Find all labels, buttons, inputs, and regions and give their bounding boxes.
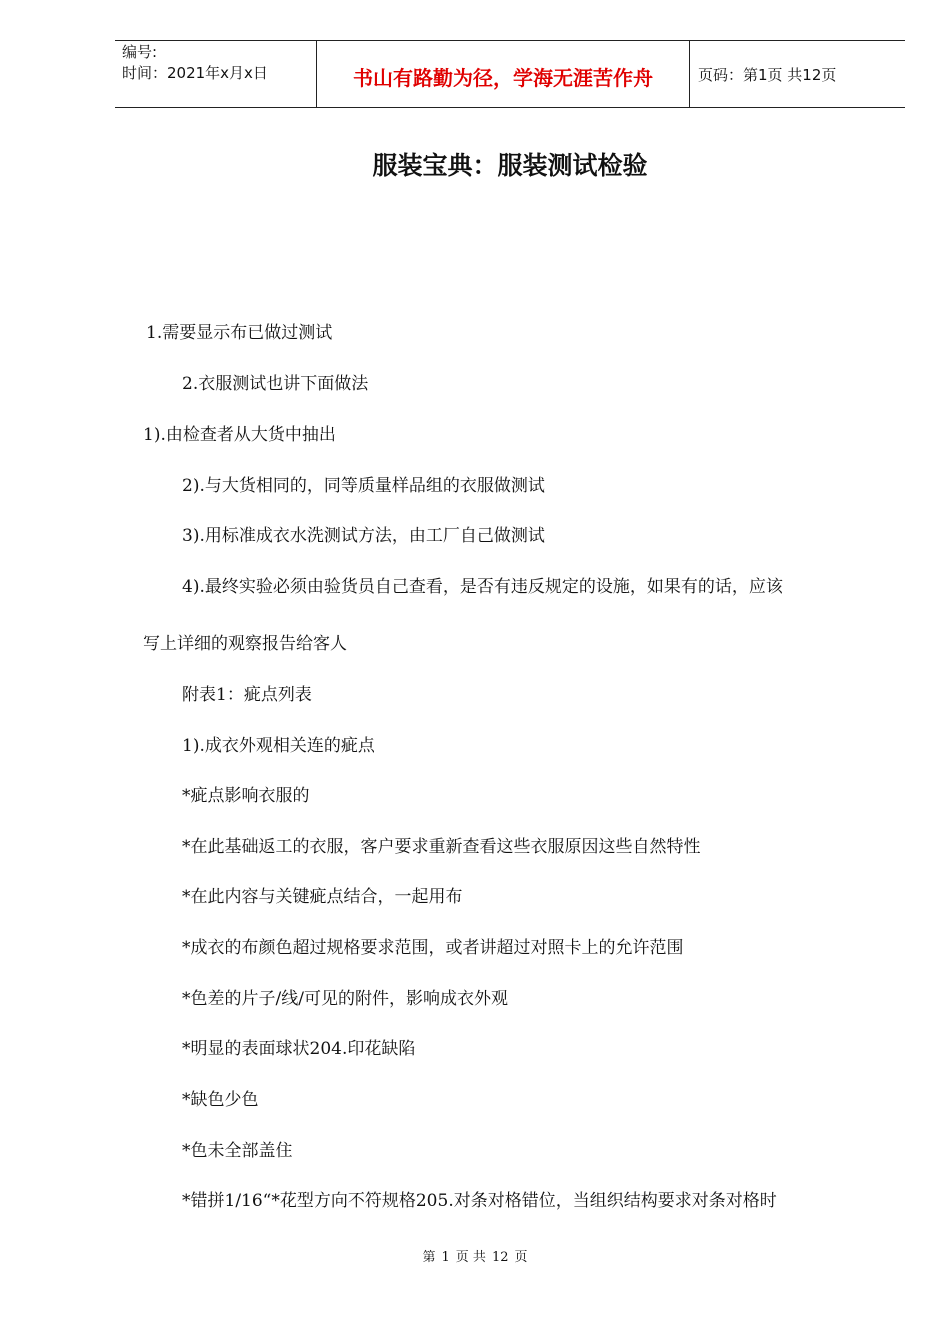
- header-top-rule: [115, 40, 905, 41]
- paragraph: *色未全部盖住: [182, 1141, 293, 1161]
- paragraph: 1).由检查者从大货中抽出: [143, 425, 336, 445]
- paragraph: *明显的表面球状204.印花缺陷: [182, 1039, 416, 1059]
- paragraph: 3).用标准成衣水洗测试方法，由工厂自己做测试: [182, 526, 545, 546]
- header-page-info: 页码：第1页 共12页: [698, 66, 837, 84]
- page-footer: [0, 1246, 950, 1265]
- header-divider-left: [316, 40, 317, 107]
- footer-suffix: 页: [514, 1250, 528, 1265]
- paragraph: 4).最终实验必须由验货员自己查看，是否有违反规定的设施，如果有的话，应该: [182, 577, 783, 597]
- footer-middle: 页 共: [455, 1250, 486, 1265]
- paragraph: *疵点影响衣服的: [182, 786, 310, 806]
- paragraph: 2.衣服测试也讲下面做法: [182, 374, 369, 394]
- paragraph: 附表1：疵点列表: [182, 685, 312, 705]
- paragraph: *在此内容与关键疵点结合，一起用布: [182, 887, 463, 907]
- serial-label: 编号:: [122, 43, 158, 61]
- paragraph: 2).与大货相同的，同等质量样品组的衣服做测试: [182, 476, 545, 496]
- paragraph: *缺色少色: [182, 1090, 259, 1110]
- document-title: 服装宝典：服装测试检验: [372, 151, 648, 180]
- header-divider-right: [689, 40, 690, 107]
- paragraph: *成衣的布颜色超过规格要求范围，或者讲超过对照卡上的允许范围: [182, 938, 684, 958]
- paragraph: *错拼1/16“*花型方向不符规格205.对条对格错位，当组织结构要求对条对格时: [182, 1191, 777, 1211]
- header-motto: 书山有路勤为径，学海无涯苦作舟: [353, 66, 653, 90]
- header-left-cell: [122, 42, 268, 84]
- paragraph: 1.需要显示布已做过测试: [146, 323, 333, 343]
- paragraph: *色差的片子/线/可见的附件，影响成衣外观: [182, 989, 508, 1009]
- header-bottom-rule: [115, 107, 905, 108]
- footer-prefix: 第: [422, 1250, 436, 1265]
- footer-total-pages: 12: [491, 1250, 509, 1265]
- paragraph: 1).成衣外观相关连的疵点: [182, 736, 375, 756]
- footer-page-number: 1: [441, 1250, 450, 1265]
- paragraph: *在此基础返工的衣服，客户要求重新查看这些衣服原因这些自然特性: [182, 837, 701, 857]
- time-label: 时间：2021年x月x日: [122, 64, 268, 82]
- paragraph: 写上详细的观察报告给客人: [143, 634, 347, 654]
